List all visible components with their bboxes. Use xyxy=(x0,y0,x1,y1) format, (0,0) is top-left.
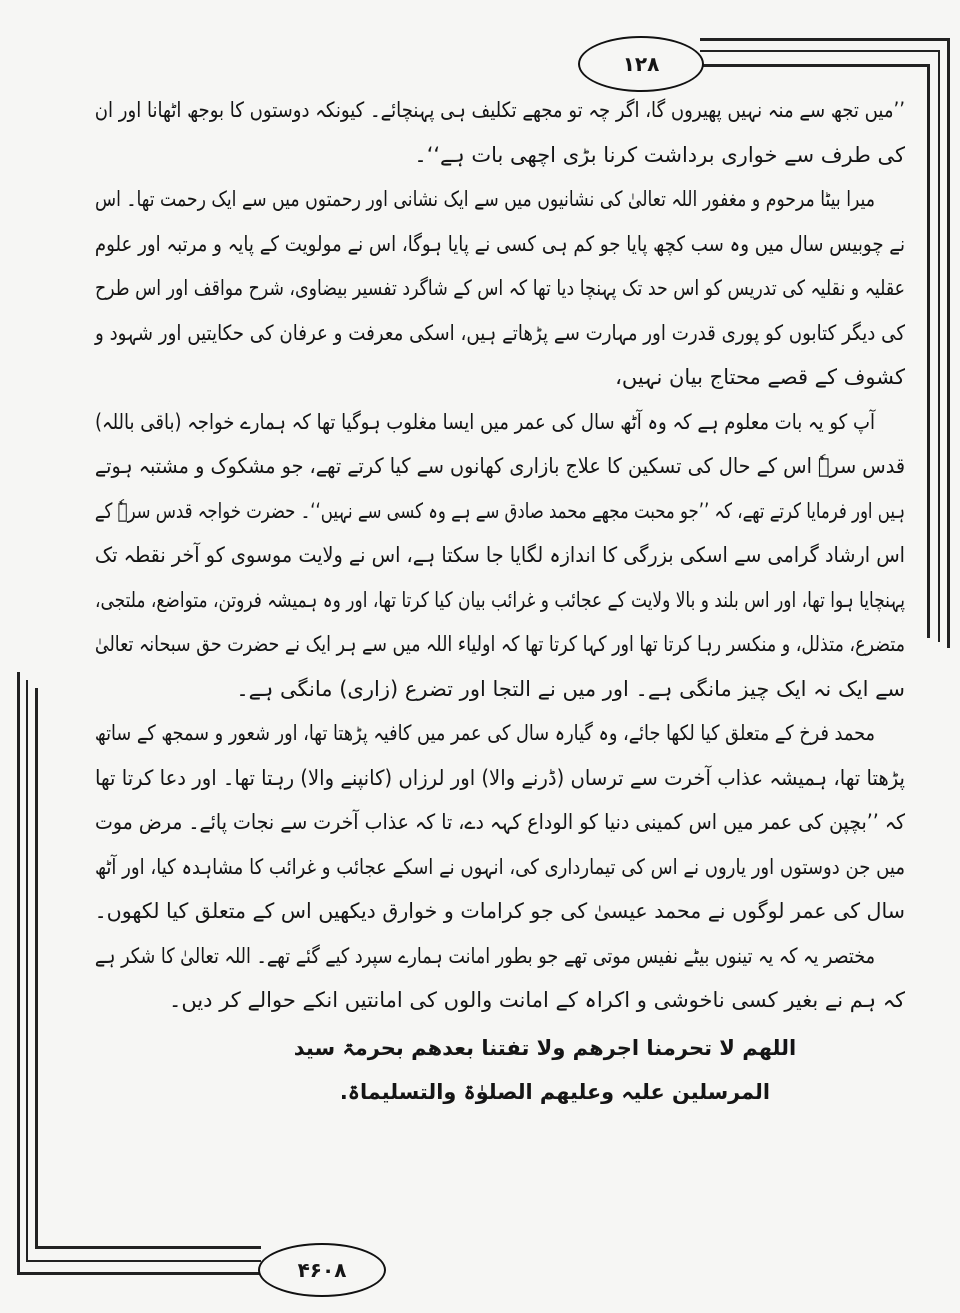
frame-line xyxy=(700,38,950,41)
frame-line xyxy=(35,688,38,1248)
frame-line xyxy=(35,1246,261,1249)
frame-line xyxy=(927,64,930,638)
text-line: آپ کو یہ بات معلوم ہے کہ وہ آٹھ سال کی عمر میں ایسا مغلوب ہوگیا تھا کہ ہمارے خواجہ (باقی باللہ) xyxy=(94,409,876,434)
text-line: کہ ’’بچپن کی عمر میں اس کمینی دنیا کو الوداع کہہ دے، تا کہ عذاب آخرت سے نجات پائے۔ مرض موت xyxy=(95,810,905,834)
text-line: کی طرف سے خواری برداشت کرنا بڑی اچھی بات ہے‘‘۔ xyxy=(414,142,905,167)
text-line: پہنچایا ہوا تھا، اور اس بلند و بالا ولایت کے عجائب و غرائب بیان کیا کرتا تھا، اور وہ ہمیشہ فروتن، متواضع، ملتجی، xyxy=(95,587,905,612)
text-line: کی دیگر کتابوں کو پوری قدرت اور مہارت سے پڑھاتے ہیں، اسکی معرفت و عرفان کی حکایتیں اور شہود و xyxy=(95,320,905,345)
text-line: کشوف کے قصے محتاج بیان نہیں، xyxy=(615,365,905,389)
text-line: ’’میں تجھ سے منہ نہیں پھیروں گا، اگر چہ تو مجھے تکلیف ہی پہنچائے۔ کیونکہ دوستوں کا بوجھ اٹھانا اور ان xyxy=(94,98,905,122)
frame-line xyxy=(700,64,929,67)
text-line: میرا بیٹا مرحوم و مغفور اللہ تعالیٰ کی نشانیوں میں سے ایک نشانی اور رحمتوں میں سے ایک رحمت تھا۔ اس xyxy=(95,187,875,211)
text-line: عقلیہ و نقلیہ کی تدریس کو اس حد تک پہنچا دیا تھا کہ اس کے شاگرد تفسیر بیضاوی، شرح مواقف اور اس طرح xyxy=(94,276,905,300)
arabic-prayer-line: المرسلین علیہ وعلیھم الصلوٰۃ والتسلیماۃ. xyxy=(339,1080,770,1104)
text-line: قدس سرہٗ اس کے حال کی تسکین کا علاج بازاری کھانوں سے کیا کرتے تھے، جو مشکوک و مشتبہ ہوتے xyxy=(94,454,905,478)
text-line: اس ارشاد گرامی سے اسکی بزرگی کا اندازہ لگایا جا سکتا ہے، اس نے ولایت موسوی کو آخر نقطہ تک xyxy=(94,543,906,567)
text-line: نے چوبیس سال میں وہ سب کچھ پایا جو کم ہی کسی نے پایا ہوگا، اس نے مولویت کے پایہ و مرتبہ اور علوم xyxy=(94,231,905,256)
frame-line xyxy=(17,1272,261,1275)
frame-line xyxy=(938,50,940,642)
text-line: ہیں اور فرمایا کرتے تھے، کہ ’’جو محبت مجھے محمد صادق سے ہے وہ کسی سے نہیں‘‘۔ حضرت خواجہ قدس سرہٗ کے xyxy=(94,498,905,523)
text-line: سے ایک نہ ایک چیز مانگی ہے۔ اور میں نے التجا اور تضرع (زاری) مانگی ہے۔ xyxy=(236,676,905,701)
frame-line xyxy=(26,1260,261,1262)
text-line: کہ ہم نے بغیر کسی ناخوشی و اکراہ کے امانت والوں کی امانتیں انکے حوالے کر دیں۔ xyxy=(169,988,905,1012)
text-line: مختصر یہ کہ یہ تینوں بیٹے نفیس موتی تھے جو بطور امانت ہمارے سپرد کیے گئے تھے۔ اللہ تعالیٰ کا شکر ہے xyxy=(94,943,876,968)
text-line: محمد فرخ کے متعلق کیا لکھا جائے، وہ گیارہ سال کی عمر میں کافیہ پڑھتا تھا، اور شعور و سمجھ کے ساتھ xyxy=(94,721,875,745)
page-number-bottom xyxy=(258,1243,386,1297)
arabic-prayer-line: اللھم لا تحرمنا اجرھم ولا تفتنا بعدھم بحرمۃ سید xyxy=(293,1036,797,1060)
text-line: پڑھتا تھا، ہمیشہ عذاب آخرت سے ترساں (ڈرنے والا) اور لرزاں (کانپنے والا) رہتا تھا۔ اور دعا کرتا تھا xyxy=(95,765,905,790)
page-number-top xyxy=(578,36,704,92)
frame-line xyxy=(700,50,940,52)
frame-line xyxy=(26,680,28,1262)
page-number-bottom-text: ۴۶۰۸ xyxy=(297,1258,347,1282)
frame-line xyxy=(947,38,950,648)
text-line: سال کی عمر لوگوں نے محمد عیسیٰ کی جو کرامات و خوارق دیکھیں اس کے متعلق کیا لکھوں۔ xyxy=(94,899,906,923)
page-number-top-text: ۱۲۸ xyxy=(622,52,660,76)
text-line: متضرع، متذلل، و منکسر رہا کرتا تھا اور کہا کرتا تھا کہ اولیاء اللہ میں سے ہر ایک نے حضرت حق سبحانہ تعالیٰ xyxy=(94,632,906,656)
frame-line xyxy=(17,672,20,1274)
text-line: میں جن دوستوں اور یاروں نے اس کی تیمارداری کی، انہوں نے اسکے عجائب و غرائب کا مشاہدہ کیا، اور آٹھ xyxy=(95,854,905,879)
